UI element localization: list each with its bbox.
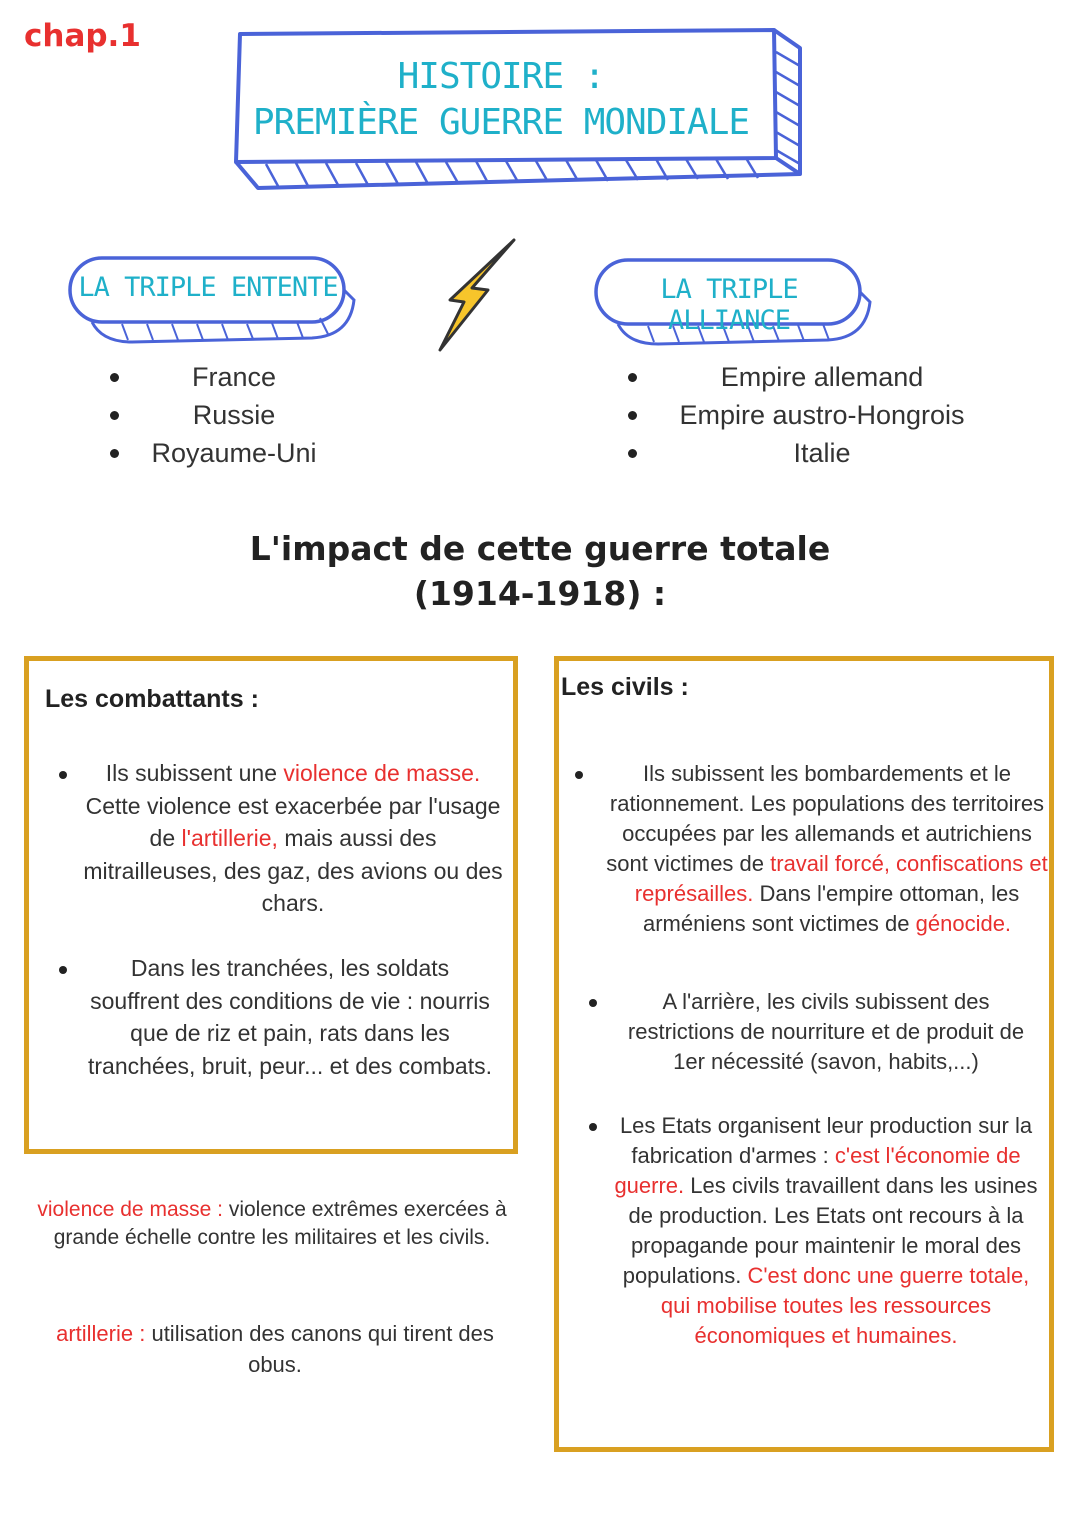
definition-artillerie: artillerie : utilisation des canons qui tirent des obus. — [56, 1321, 494, 1377]
list-item: Empire austro-Hongrois — [622, 396, 1022, 434]
triple-entente-label: LA TRIPLE ENTENTE — [78, 272, 338, 303]
bullet — [59, 771, 67, 779]
civils-bullet-3: Les Etats organisent leur production sur la fabrication d'armes : c'est l'économie de guerre. Les civils travaillent dans les usines de production. Les Etats ont recours à la propagande pour maintenir le moral des populations. C'est donc une guerre totale, qui mobilise toutes les ressources économiques et humaines. — [614, 1113, 1038, 1348]
bullet — [589, 999, 597, 1007]
combattants-bullet-1: Ils subissent une violence de masse. Cette violence est exacerbée par l'usage de l'artillerie, mais aussi des mitrailleuses, des gaz, des avions ou des chars. — [83, 760, 503, 916]
triple-alliance-members — [622, 358, 1022, 472]
triple-entente-members — [104, 358, 364, 472]
lightning-icon — [436, 238, 518, 352]
impact-heading: L'impact de cette guerre totale (1914-1918) : — [249, 529, 831, 613]
combattants-box — [24, 656, 518, 1154]
civils-title: Les civils : — [561, 673, 689, 701]
civils-bullet-1: Ils subissent les bombardements et le rationnement. Les populations des territoires occupées par les allemands et autrichiens sont victimes de travail forcé, confiscations et représailles. Dans l'empire ottoman, les arméniens sont victimes de génocide. — [606, 761, 1048, 936]
civils-box — [554, 656, 1054, 1452]
list-item: Italie — [622, 434, 1022, 472]
list-item: Empire allemand — [622, 358, 1022, 396]
list-item: Russie — [104, 396, 364, 434]
civils-bullet-2: A l'arrière, les civils subissent des restrictions de nourriture et de produit de 1er nécessité (savon, habits,...) — [627, 989, 1025, 1074]
bullet — [589, 1123, 597, 1131]
bullet — [575, 771, 583, 779]
combattants-bullet-2: Dans les tranchées, les soldats souffrent des conditions de vie : nourris que de riz et pain, rats dans les tranchées, bruit, peur... et des combats. — [88, 955, 492, 1079]
page-title: HISTOIRE : PREMIÈRE GUERRE MONDIALE — [252, 56, 750, 143]
triple-alliance-label: LA TRIPLE ALLIANCE — [660, 274, 798, 336]
bullet — [59, 966, 67, 974]
list-item: Royaume-Uni — [104, 434, 364, 472]
chapter-label: chap.1 — [24, 18, 141, 54]
list-item: France — [104, 358, 364, 396]
definition-violence-de-masse: violence de masse : violence extrêmes exercées à grande échelle contre les militaires et les civils. — [37, 1198, 507, 1249]
combattants-title: Les combattants : — [45, 685, 259, 713]
